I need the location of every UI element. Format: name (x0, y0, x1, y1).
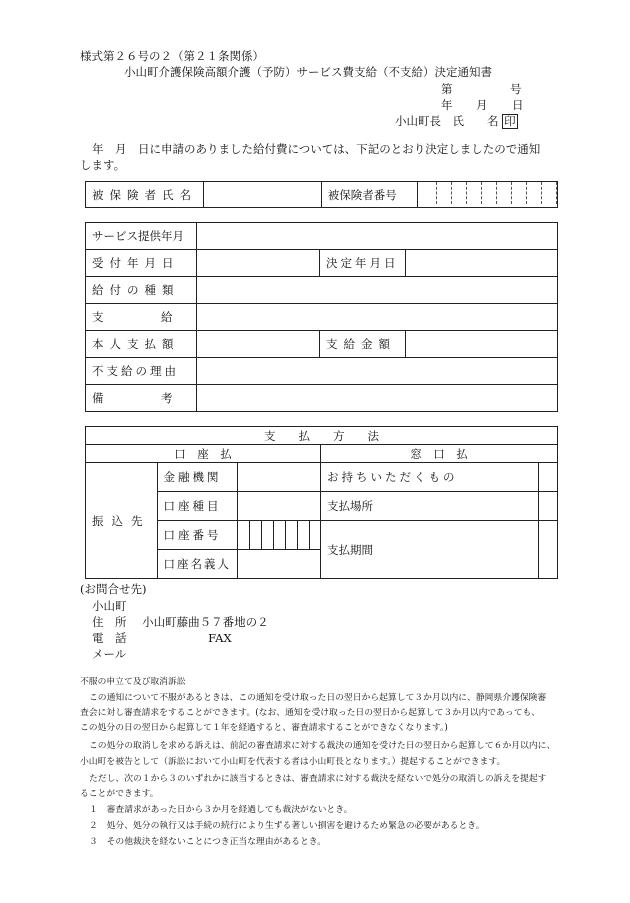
insured-number-label: 被保険者番号 (321, 182, 417, 208)
appeal-p2: この処分の取消しを求める訴えは、前記の審査請求に対する裁決の通知を受けた日の翌日から起算して６か月以内に、 (89, 741, 556, 751)
remarks-label: 備 考 (86, 385, 197, 412)
form-number: 様式第２６号の２（第２１条関係） (80, 49, 264, 63)
appeal-p3b: ることができます。 (80, 789, 159, 799)
decision-date-value[interactable] (405, 250, 558, 277)
payment-method-table (85, 426, 558, 579)
account-holder-label: 口座名義人 (157, 550, 238, 579)
phone-label: 電 話 (92, 631, 127, 645)
number-suffix: 号 (510, 82, 522, 96)
benefit-type-label: 給付の種類 (86, 277, 197, 304)
appeal-item-2: ２ 処分、処分の執行又は手続の続行により生ずる著しい損害を避けるため緊急の必要があるとき。 (89, 821, 485, 831)
payment-amount-value[interactable] (405, 331, 558, 358)
date-month: 月 (476, 98, 488, 112)
service-period-label: サービス提供年月 (86, 223, 197, 250)
non-payment-reason-label: 不支給の理由 (86, 358, 197, 385)
contact-address (92, 614, 269, 630)
appeal-p3: ただし、次の１から３のいずれかに該当するときは、審査請求に対する裁決を経ないで処分の取消しの訴えを提起す (89, 774, 547, 784)
account-number-label: 口座番号 (157, 521, 238, 550)
appeal-p1: この通知について不服があるときは、この通知を受け取った日の翌日から起算して３か月以内に、静岡県介護保険審 (89, 693, 547, 703)
service-period-value[interactable] (197, 223, 558, 250)
account-payment-header: 口 座 払 (86, 445, 321, 463)
bring-items-value[interactable] (538, 463, 557, 492)
payment-label: 支 給 (86, 304, 197, 331)
received-date-value[interactable] (197, 250, 320, 277)
account-number-cells[interactable] (238, 521, 321, 550)
appeal-heading: 不服の申立て及び取消訴訟 (80, 677, 186, 687)
bank-label: 金融機関 (157, 463, 238, 492)
appeal-p1c: この処分の日の翌日から起算して１年を経過すると、審査請求することができなくなります。) (80, 723, 448, 733)
contact-mail: メール (92, 647, 127, 661)
contact-heading: (お問合せ先) (80, 582, 147, 596)
account-holder-value[interactable] (238, 550, 321, 579)
contact-phone (92, 630, 232, 646)
appeal-item-1: １ 審査請求があった日から３か月を経過しても裁決がないとき。 (89, 805, 353, 815)
details-table (85, 222, 558, 412)
bank-value[interactable] (238, 463, 321, 492)
received-date-label: 受付年月日 (86, 250, 197, 277)
remarks-value[interactable] (197, 385, 558, 412)
payment-amount-label: 支給金額 (320, 331, 406, 358)
intro-line-1: 年 月 日に申請のありました給付費については、下記のとおり決定しましたので通知 (92, 142, 541, 156)
mayor-name (395, 113, 518, 129)
self-pay-label: 本人支払額 (86, 331, 197, 358)
number-prefix: 第 (441, 82, 453, 96)
counter-payment-header: 窓 口 払 (321, 445, 558, 463)
bring-items-label: お持ちいただくもの (321, 463, 539, 492)
appeal-p2b: 小山町を被告として（訴訟において小山町を代表する者は小山町長となります。）提起することができます。 (80, 757, 506, 767)
account-type-value[interactable] (238, 492, 321, 521)
seal-mark: 印 (504, 114, 516, 128)
payment-value[interactable] (197, 304, 558, 331)
document-title: 小山町介護保険高額介護（予防）サービス費支給（不支給）決定通知書 (124, 65, 492, 79)
decision-date-label: 決定年月日 (320, 250, 406, 277)
pay-period-label: 支払期間 (321, 521, 539, 579)
account-type-label: 口座種目 (157, 492, 238, 521)
insured-name-label: 被保険者氏名 (86, 182, 204, 208)
insured-table (85, 181, 558, 208)
appeal-item-3: ３ その他裁決を経ないことにつき正当な理由があるとき。 (89, 837, 326, 847)
date-day: 日 (512, 98, 524, 112)
insured-name-value[interactable] (204, 182, 322, 208)
non-payment-reason-value[interactable] (197, 358, 558, 385)
date-year: 年 (441, 98, 453, 112)
payment-method-title: 支 払 方 法 (86, 427, 558, 445)
pay-place-label: 支払場所 (321, 492, 539, 521)
address-label: 住 所 (92, 615, 127, 629)
address-value: 小山町藤曲５７番地の２ (142, 615, 269, 629)
self-pay-value[interactable] (197, 331, 320, 358)
pay-place-value[interactable] (538, 492, 557, 521)
fax-label: FAX (208, 631, 232, 645)
mayor-label: 小山町長 氏 名 (395, 114, 499, 128)
transfer-to-label: 振込先 (86, 463, 158, 579)
benefit-type-value[interactable] (197, 277, 558, 304)
contact-org: 小山町 (92, 599, 127, 613)
intro-line-2: します。 (80, 158, 126, 172)
insured-number-cells[interactable] (418, 182, 558, 208)
appeal-p1b: 査会に対し審査請求をすることができます。(なお、通知を受け取った日の翌日から起算して３か月以内であっても、 (80, 708, 541, 718)
pay-period-value[interactable] (538, 521, 557, 579)
